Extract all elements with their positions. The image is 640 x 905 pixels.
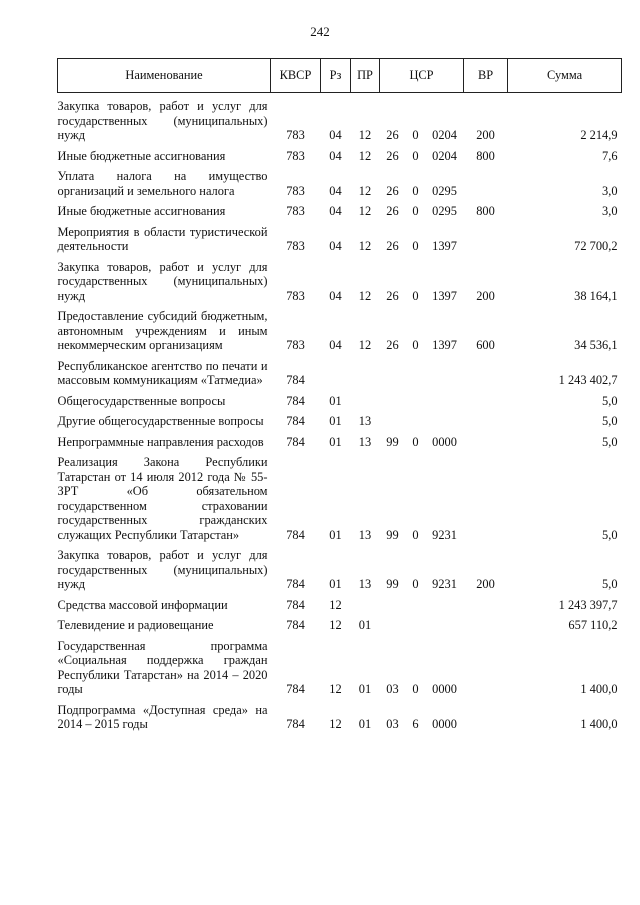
row-sum: 3,0 xyxy=(602,183,618,198)
table-row xyxy=(58,542,622,592)
table-row xyxy=(58,633,622,697)
row-vr: 200 xyxy=(476,288,495,303)
row-csr-program: 99 xyxy=(386,527,399,542)
row-sum: 5,0 xyxy=(602,434,618,449)
row-csr-direction xyxy=(426,408,464,429)
row-csr-subprogram: 0 xyxy=(412,204,419,218)
table-header-row xyxy=(58,59,622,93)
table-row xyxy=(58,697,622,732)
row-rz: 12 xyxy=(329,618,342,632)
row-csr-direction: 9231 xyxy=(432,527,457,542)
row-kvsr: 783 xyxy=(286,128,305,142)
row-rz: 01 xyxy=(329,414,342,428)
row-sum: 5,0 xyxy=(602,414,618,428)
row-csr-program: 26 xyxy=(386,183,399,198)
row-name: Закупка товаров, работ и услуг для государственных (муниципальных) нужд xyxy=(57,548,268,591)
row-sum: 5,0 xyxy=(602,577,618,591)
table-row xyxy=(58,449,622,542)
row-pr xyxy=(351,592,380,613)
row-vr xyxy=(464,408,508,429)
row-rz: 12 xyxy=(329,597,342,612)
row-csr-subprogram: 0 xyxy=(412,577,419,591)
row-vr xyxy=(464,219,508,254)
table-row xyxy=(58,163,622,198)
row-name: Подпрограмма «Доступная среда» на 2014 – 2015 годы xyxy=(57,702,268,731)
header-name: Наименование xyxy=(58,59,271,93)
row-csr-direction xyxy=(426,612,464,633)
row-pr xyxy=(351,353,380,388)
row-pr: 01 xyxy=(358,717,372,731)
row-pr: 13 xyxy=(358,527,372,542)
header-csr: ЦСР xyxy=(380,59,464,93)
table-row xyxy=(58,254,622,304)
row-kvsr: 784 xyxy=(286,717,305,731)
row-rz: 04 xyxy=(329,148,342,163)
row-csr-subprogram xyxy=(406,388,426,409)
row-vr xyxy=(464,633,508,697)
header-rz: Рз xyxy=(321,59,351,93)
row-sum: 7,6 xyxy=(602,148,618,163)
row-rz: 04 xyxy=(329,204,342,218)
row-vr xyxy=(464,697,508,732)
row-csr-program: 99 xyxy=(386,434,399,449)
table-row xyxy=(58,219,622,254)
row-name: Другие общегосударственные вопросы xyxy=(57,414,264,428)
row-csr-subprogram: 0 xyxy=(412,682,419,696)
table-row xyxy=(58,388,622,409)
row-csr-program: 26 xyxy=(386,128,399,142)
row-rz: 12 xyxy=(329,717,342,731)
row-csr-direction: 0204 xyxy=(432,128,457,142)
row-csr-program xyxy=(380,388,406,409)
header-sum: Сумма xyxy=(508,59,622,93)
row-rz: 04 xyxy=(329,239,342,253)
row-csr-direction: 0295 xyxy=(432,183,457,198)
row-name: Закупка товаров, работ и услуг для государственных (муниципальных) нужд xyxy=(57,99,268,142)
row-csr-direction xyxy=(426,353,464,388)
row-kvsr: 784 xyxy=(286,682,305,696)
row-csr-direction: 0000 xyxy=(432,682,457,696)
row-csr-program xyxy=(380,592,406,613)
row-rz: 01 xyxy=(329,393,342,408)
row-name: Государственная программа «Социальная поддержка граждан Республики Татарстан» на 2014 – 2020 годы xyxy=(57,638,268,696)
row-name: Телевидение и радиовещание xyxy=(57,618,214,632)
budget-table xyxy=(57,58,622,732)
row-vr xyxy=(464,163,508,198)
row-csr-direction: 0000 xyxy=(432,717,457,731)
row-kvsr: 783 xyxy=(286,148,305,163)
row-sum: 1 243 402,7 xyxy=(558,373,618,387)
row-sum: 2 214,9 xyxy=(580,128,618,142)
row-csr-subprogram: 0 xyxy=(412,288,419,303)
row-vr: 200 xyxy=(476,577,495,591)
row-name: Мероприятия в области туристической деятельности xyxy=(57,224,268,253)
table-row xyxy=(58,429,622,450)
row-csr-program xyxy=(380,612,406,633)
row-csr-program: 03 xyxy=(386,717,399,731)
row-pr: 13 xyxy=(358,414,372,428)
row-csr-subprogram: 0 xyxy=(412,434,419,449)
page-number: 242 xyxy=(310,24,330,39)
row-pr: 12 xyxy=(358,239,372,253)
row-sum: 34 536,1 xyxy=(574,338,618,352)
row-csr-program: 26 xyxy=(386,288,399,303)
row-rz: 01 xyxy=(329,577,342,591)
table-row xyxy=(58,408,622,429)
row-vr: 200 xyxy=(476,128,495,142)
row-csr-program: 26 xyxy=(386,148,399,163)
row-csr-subprogram: 0 xyxy=(412,128,419,142)
row-kvsr: 783 xyxy=(286,239,305,253)
row-pr: 13 xyxy=(358,577,372,591)
row-csr-direction xyxy=(426,388,464,409)
row-name: Закупка товаров, работ и услуг для государственных (муниципальных) нужд xyxy=(57,259,268,303)
row-csr-direction: 1397 xyxy=(432,239,457,253)
row-pr: 13 xyxy=(358,434,372,449)
row-rz xyxy=(321,353,351,388)
row-csr-subprogram: 0 xyxy=(412,527,419,542)
row-pr: 12 xyxy=(358,338,372,352)
row-csr-subprogram xyxy=(406,353,426,388)
row-sum: 3,0 xyxy=(602,204,618,218)
row-vr: 800 xyxy=(476,204,495,218)
table-row xyxy=(58,303,622,353)
table-row xyxy=(58,93,622,143)
row-name: Иные бюджетные ассигнования xyxy=(57,148,226,163)
row-csr-program: 26 xyxy=(386,204,399,218)
row-kvsr: 784 xyxy=(286,618,305,632)
header-pr: ПР xyxy=(351,59,380,93)
row-csr-subprogram xyxy=(406,592,426,613)
row-csr-program: 99 xyxy=(386,577,399,591)
table-row xyxy=(58,143,622,164)
row-vr xyxy=(464,449,508,542)
row-pr: 12 xyxy=(358,128,372,142)
row-csr-direction: 1397 xyxy=(432,338,457,352)
row-csr-direction: 1397 xyxy=(432,288,457,303)
row-vr xyxy=(464,429,508,450)
row-name: Непрограммные направления расходов xyxy=(57,434,264,449)
row-csr-direction: 9231 xyxy=(432,577,457,591)
row-csr-subprogram: 0 xyxy=(412,148,419,163)
row-sum: 5,0 xyxy=(602,393,618,408)
row-vr xyxy=(464,592,508,613)
row-kvsr: 784 xyxy=(286,577,305,591)
row-rz: 04 xyxy=(329,338,342,352)
row-pr: 12 xyxy=(358,204,372,218)
row-rz: 04 xyxy=(329,128,342,142)
row-kvsr: 784 xyxy=(286,434,305,449)
header-vr: ВР xyxy=(464,59,508,93)
row-csr-subprogram xyxy=(406,612,426,633)
row-csr-subprogram: 6 xyxy=(412,717,419,731)
row-vr xyxy=(464,388,508,409)
row-rz: 12 xyxy=(329,682,342,696)
row-kvsr: 784 xyxy=(286,414,305,428)
row-pr: 12 xyxy=(358,183,372,198)
row-kvsr: 784 xyxy=(286,393,305,408)
row-kvsr: 783 xyxy=(286,204,305,218)
row-name: Общегосударственные вопросы xyxy=(57,393,226,408)
row-name: Уплата налога на имущество организаций и земельного налога xyxy=(57,169,268,198)
row-csr-subprogram: 0 xyxy=(412,183,419,198)
header-kvsr: КВСР xyxy=(271,59,321,93)
row-rz: 01 xyxy=(329,434,342,449)
table-row xyxy=(58,353,622,388)
row-csr-program: 03 xyxy=(386,682,399,696)
row-pr: 01 xyxy=(358,682,372,696)
row-sum: 657 110,2 xyxy=(568,618,618,632)
table-row xyxy=(58,198,622,219)
row-sum: 5,0 xyxy=(602,527,618,542)
row-vr xyxy=(464,353,508,388)
row-csr-direction: 0000 xyxy=(432,434,457,449)
row-rz: 01 xyxy=(329,527,342,542)
row-name: Иные бюджетные ассигнования xyxy=(57,204,226,218)
row-csr-direction xyxy=(426,592,464,613)
row-kvsr: 784 xyxy=(286,597,305,612)
row-vr: 600 xyxy=(476,338,495,352)
row-name: Предоставление субсидий бюджетным, автономным учреждениям и иным некоммерческим организациям xyxy=(57,309,268,352)
row-vr xyxy=(464,612,508,633)
row-kvsr: 783 xyxy=(286,183,305,198)
row-name: Республиканское агентство по печати и массовым коммуникациям «Татмедиа» xyxy=(57,358,268,387)
row-kvsr: 784 xyxy=(286,527,305,542)
row-csr-direction: 0295 xyxy=(432,204,457,218)
row-name: Средства массовой информации xyxy=(57,597,228,612)
row-rz: 04 xyxy=(329,183,342,198)
row-name: Реализация Закона Республики Татарстан от 14 июля 2012 года № 55-ЗРТ «Об обязательном государственном страховании государственных гражданских служащих Республики Татарстан» xyxy=(57,455,268,542)
row-csr-direction: 0204 xyxy=(432,148,457,163)
row-csr-program: 26 xyxy=(386,239,399,253)
row-kvsr: 783 xyxy=(286,288,305,303)
row-csr-subprogram xyxy=(406,408,426,429)
row-kvsr: 784 xyxy=(286,373,305,387)
row-pr: 01 xyxy=(358,618,372,632)
table-row xyxy=(58,592,622,613)
row-rz: 04 xyxy=(329,288,342,303)
row-sum: 38 164,1 xyxy=(574,288,618,303)
row-csr-program: 26 xyxy=(386,338,399,352)
row-sum: 72 700,2 xyxy=(574,239,618,253)
row-csr-subprogram: 0 xyxy=(412,338,419,352)
row-pr xyxy=(351,388,380,409)
row-kvsr: 783 xyxy=(286,338,305,352)
row-vr: 800 xyxy=(476,148,495,163)
row-sum: 1 400,0 xyxy=(580,717,618,731)
row-csr-program xyxy=(380,408,406,429)
row-pr: 12 xyxy=(358,148,372,163)
row-csr-subprogram: 0 xyxy=(412,239,419,253)
row-csr-program xyxy=(380,353,406,388)
row-sum: 1 243 397,7 xyxy=(558,597,618,612)
row-pr: 12 xyxy=(358,288,372,303)
table-row xyxy=(58,612,622,633)
row-sum: 1 400,0 xyxy=(580,682,618,696)
